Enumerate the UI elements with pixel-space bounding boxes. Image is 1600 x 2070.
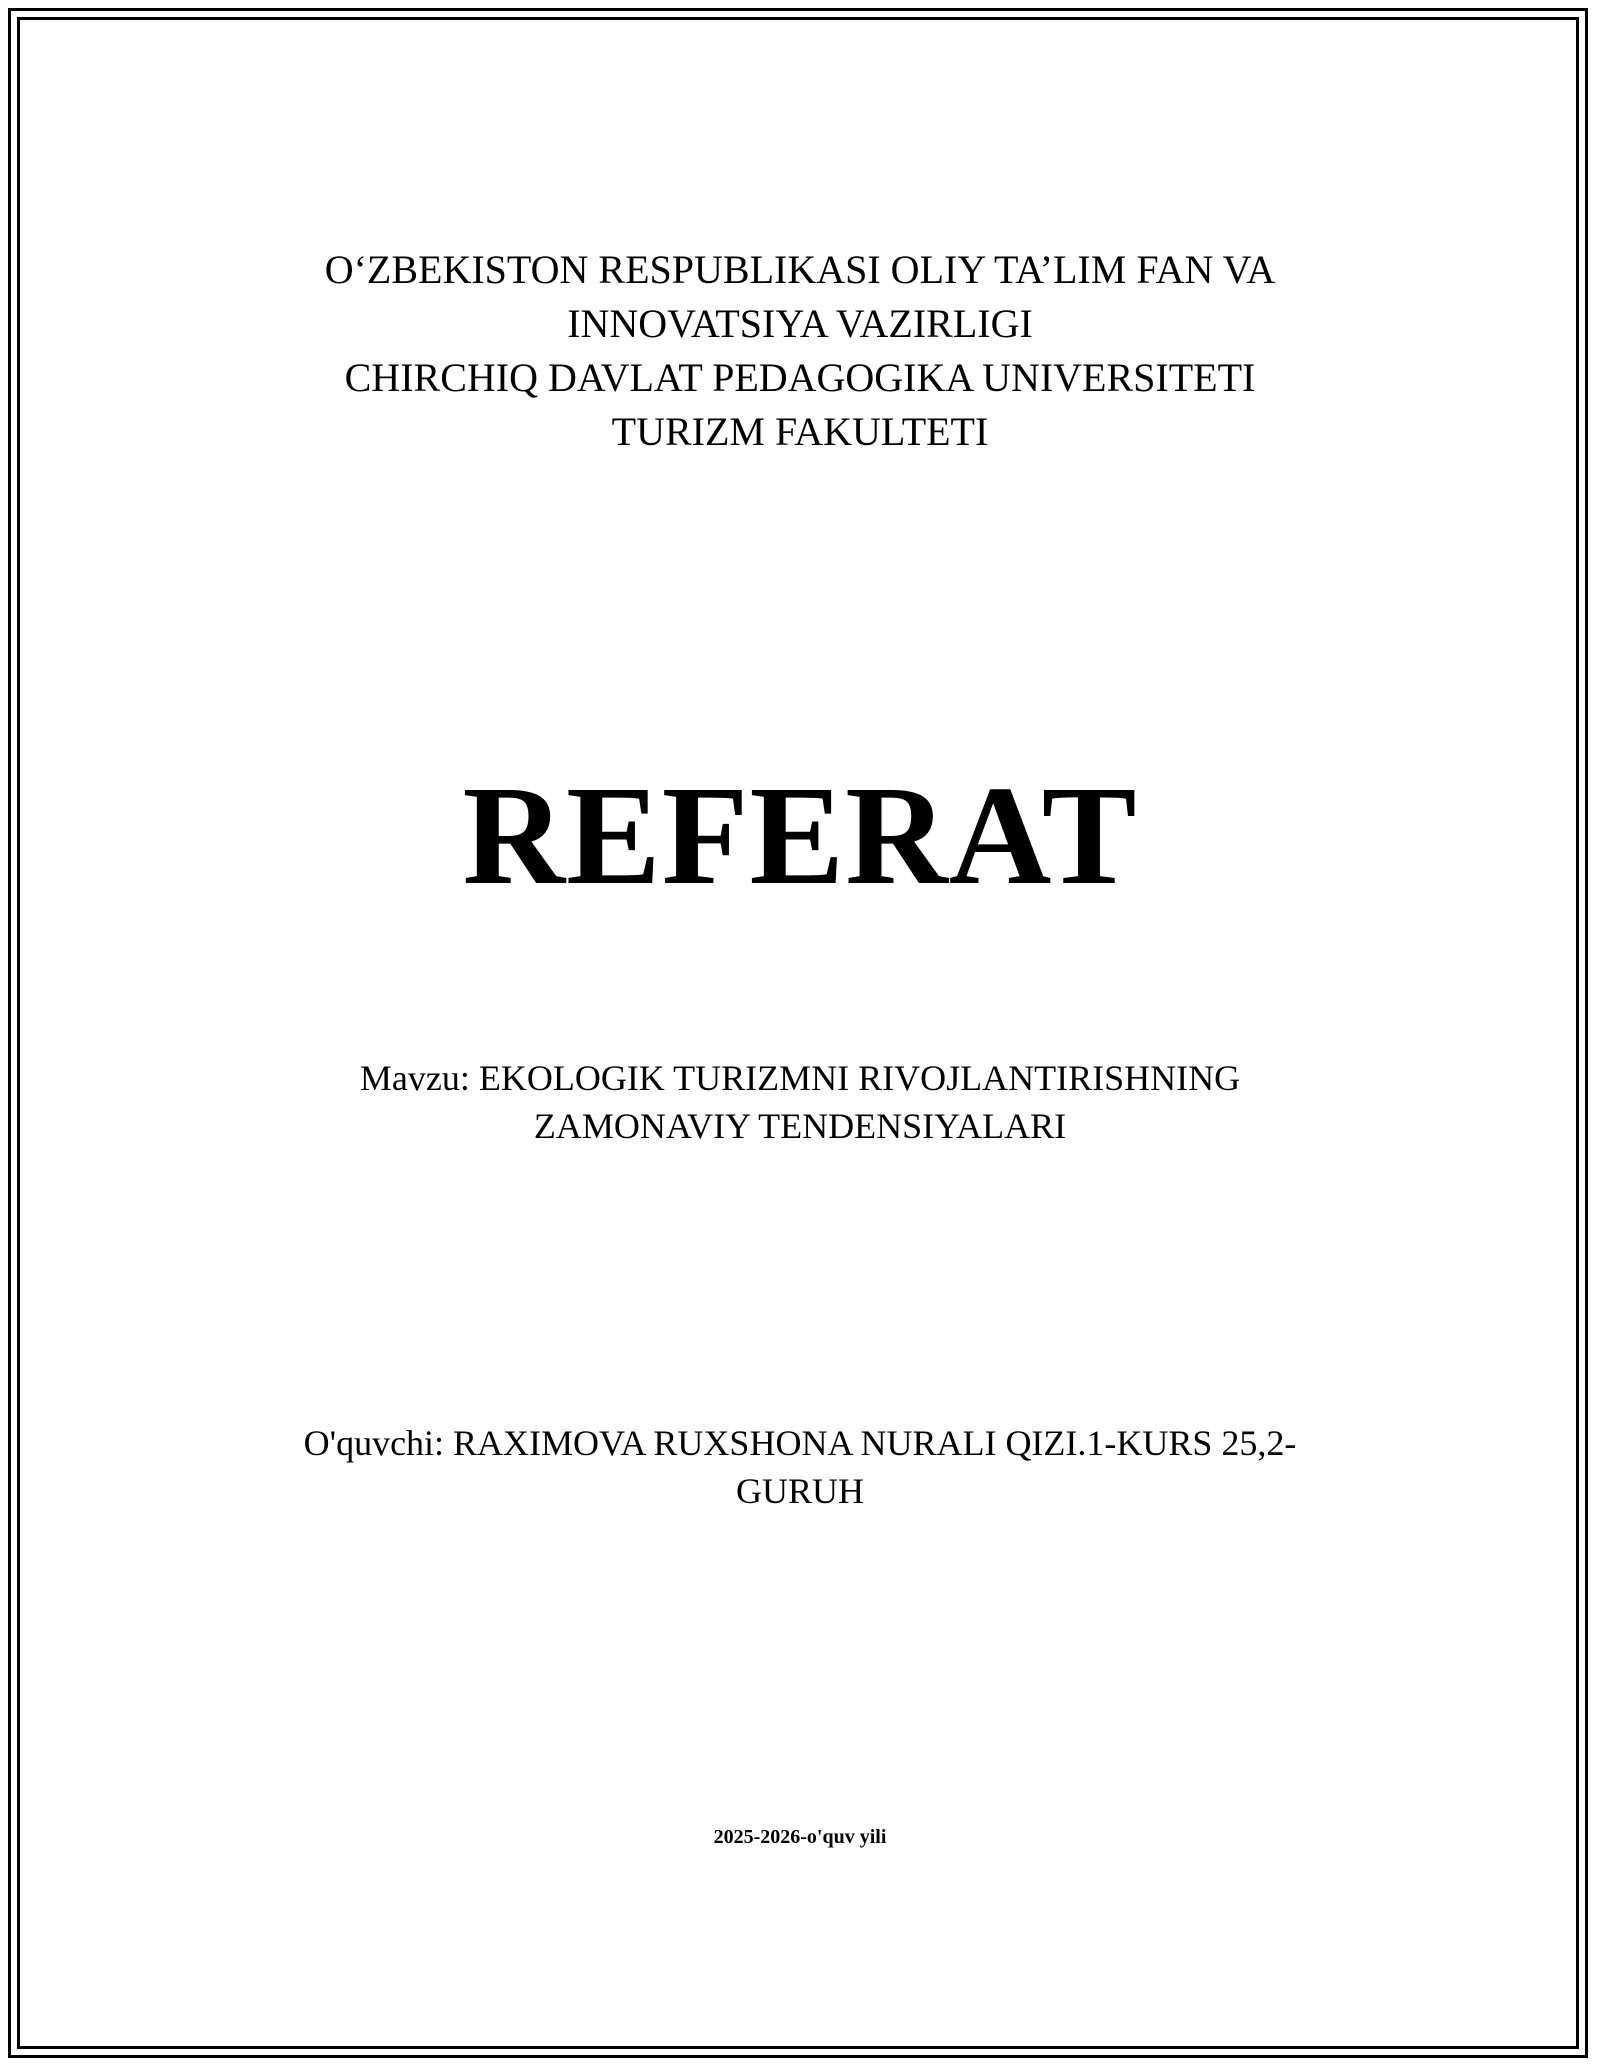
institution-header — [0, 243, 1600, 459]
topic-line-1: Mavzu: EKOLOGIK TURIZMNI RIVOJLANTIRISHNING — [359, 1058, 1241, 1098]
document-title: REFERAT — [462, 756, 1138, 914]
header-line-ministry-2: INNOVATSIYA VAZIRLIGI — [567, 301, 1033, 346]
header-line-university: CHIRCHIQ DAVLAT PEDAGOGIKA UNIVERSITETI — [344, 355, 1256, 400]
student-line-2: GURUH — [735, 1471, 864, 1511]
academic-year: 2025-2026-o'quv yili — [713, 1826, 887, 1848]
student-block — [0, 1419, 1600, 1515]
topic-line-2: ZAMONAVIY TENDENSIYALARI — [533, 1106, 1067, 1146]
header-line-faculty: TURIZM FAKULTETI — [611, 409, 989, 454]
topic-block — [0, 1054, 1600, 1150]
student-line-1: O'quvchi: RAXIMOVA RUXSHONA NURALI QIZI.1-KURS 25,2- — [303, 1423, 1297, 1463]
header-line-ministry-1: O‘ZBEKISTON RESPUBLIKASI OLIY TA’LIM FAN VA — [324, 247, 1276, 292]
